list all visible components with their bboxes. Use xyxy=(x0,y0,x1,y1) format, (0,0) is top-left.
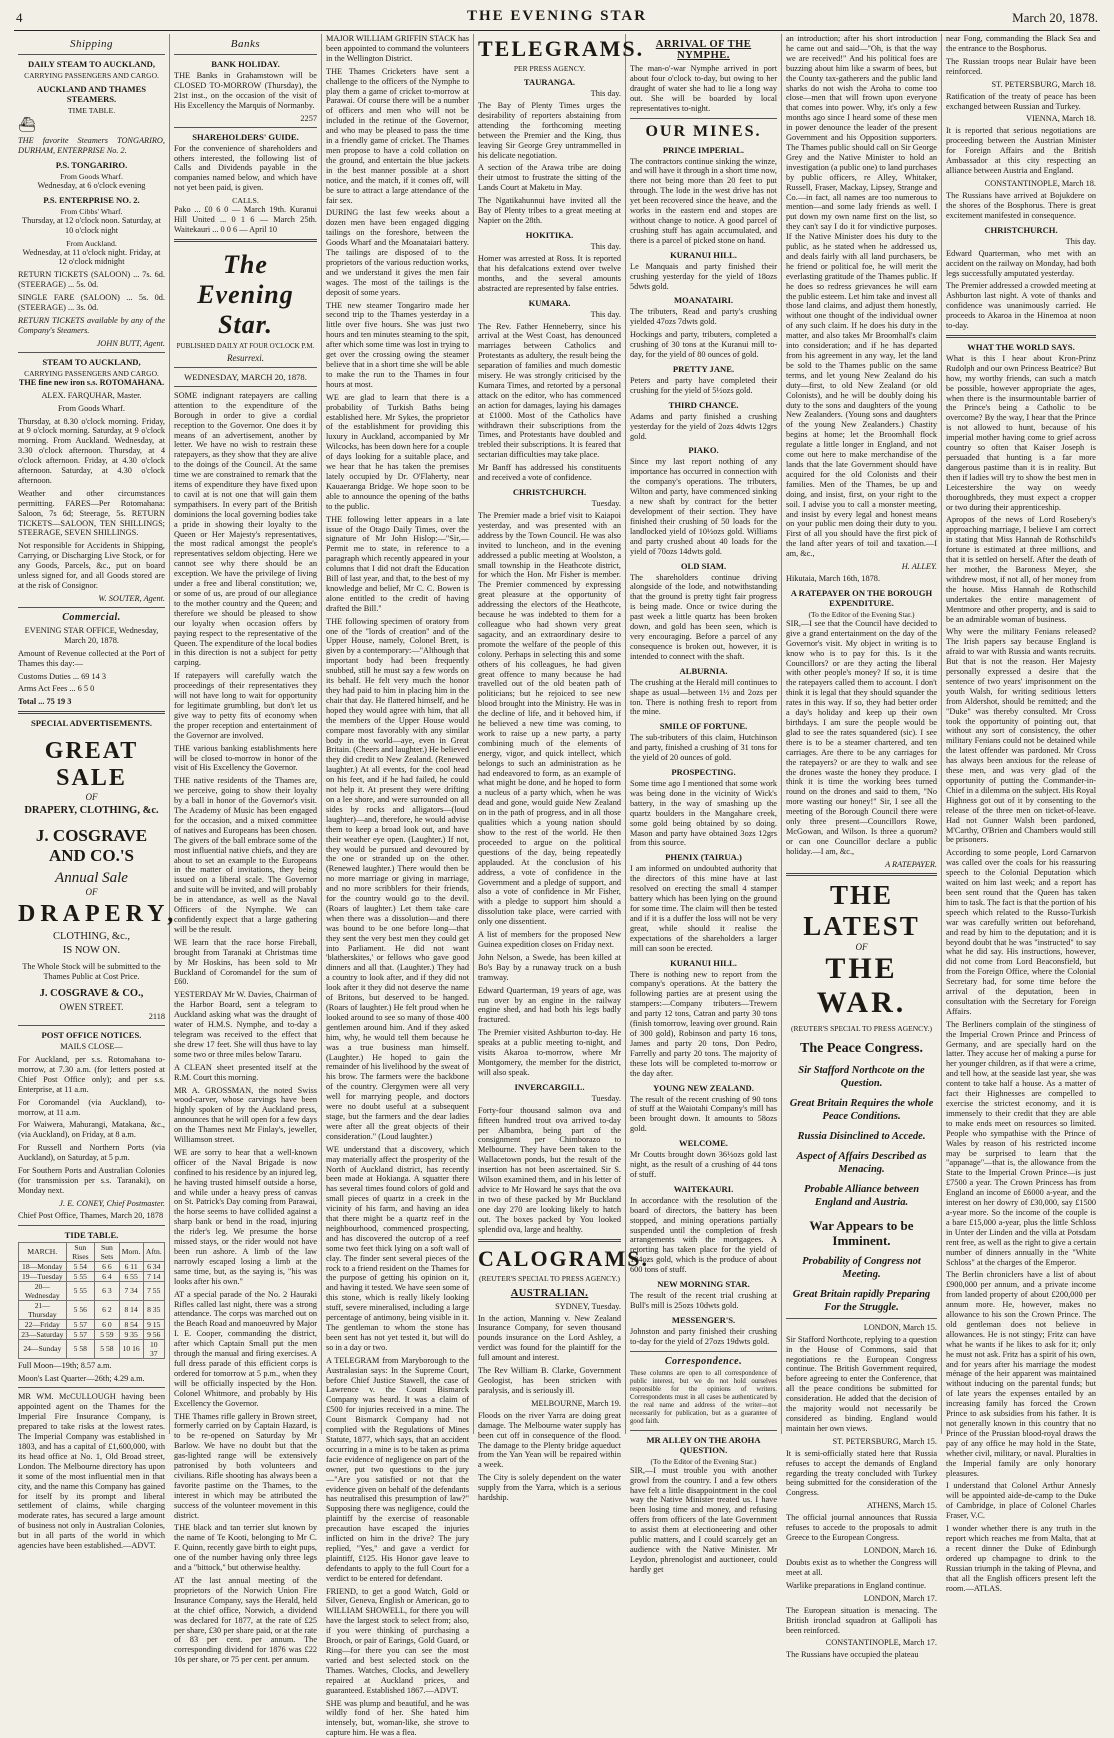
editorial-7: A CLEAN sheet presented itself at the R.M. Court this morning. xyxy=(174,1062,317,1082)
tide-cell: 5 54 xyxy=(66,1261,94,1271)
tauranga-text-3: The Ngatikahunnui have invited all the Bay of Plenty tribes to a great meeting at Napier on the 28th. xyxy=(478,196,621,225)
headline-russia: Russia Disinclined to Accede. xyxy=(797,1130,926,1142)
headline-peace-congress: The Peace Congress. xyxy=(800,1040,923,1056)
kuranui-text: Le Manquais and party finished their crushing yesterday for the yield of 18ozs 5dwts gold. xyxy=(630,261,777,291)
australian-title: AUSTRALIAN. xyxy=(510,1287,589,1299)
kuranui-2-text: There is nothing new to report from the company's operations. At the battery the following parties are at present using the stampers:—Company tributers—Trewern and party 12 tons, Catran and party 30 tons (finish tomorrow, leaving over ground. Rain of 300 gold), Robinson and party 16 tons, James and party 20 tons, Don Pedro, Farrelly and party 20 tons. The majority of these lots will be completed to-morrow or the day after. xyxy=(630,969,777,1078)
hokitika-day: This day. xyxy=(590,241,621,251)
editorial-1: SOME indignant ratepayers are calling attention to the expenditure of the Borough in order to give a cordial reception to the Governor. One does it by means of an advertisement, another by letter. We have no wish to restrain these ratepayers, as they show that they are alive to the doings of the Council. At the same time we are constrained to remark that the items of expenditure they have fixed upon to cavil at is not one that will gain them sympathisers. In every part of the British dominions the local governing bodies take a pride in showing their loyalty to the Queen or Her Majesty's representatives, the most radical amongst the people's representatives seldom objecting. Here we cannot see why there should be an exception. We have the privilege of living under a free and liberal constitution; we, or some of us, are proud of our allegiance to the mother country and the Queen; and therefore we should be pleased to show our loyalty when occasion offers by paying respect to the representative of the Queen. The expenditure of the local bodies in this direction is not a subject for petty carping. xyxy=(174,390,317,668)
ratepayer-editor: (To the Editor of the Evening Star.) xyxy=(808,609,915,619)
london-2-text: Doubts exist as to whether the Congress will meet at all. xyxy=(786,1558,937,1577)
world-says-1: What is this I hear about Kron-Prinz Rudolph and our own Princess Beatrice? But how, my worthy friends, can such a match be possible, however appropriate the ages, when there is the insurmountable barrier of the Prince's being a Catholic to be overcome? By the way, I hear that the Prince is not allowed to hunt, because of his imperial mother having come to grief across country so often that Kaiser Joseph is persuaded that hunting is a far more dangerous pastime than it is in reality. But then if ladies will try to show the best men in Leicestershire the way on weedy thoroughbreds, they must expect a cropper or two during their apprenticeship. xyxy=(946,353,1096,512)
mines-title: OUR MINES. xyxy=(645,122,762,140)
agent-1: JOHN BUTT, Agent. xyxy=(96,338,165,348)
tide-row xyxy=(19,1319,165,1329)
pretty-jane-text: Peters and party have completed their crushing for the yield of 5½ozs gold. xyxy=(630,375,777,395)
third-chance: THIRD CHANCE. xyxy=(668,399,739,410)
tide-cell: 8 35 xyxy=(143,1300,164,1319)
tide-cell: 7 55 xyxy=(143,1281,164,1300)
hokitika-text: Homer was arrested at Ross. It is reported that his defalcations extend over twelve months, and the several amounts abstracted are represented by false entries. xyxy=(478,253,621,293)
column-7 xyxy=(942,34,1100,1593)
of-1: OF xyxy=(85,792,98,803)
alburnia: ALBURNIA. xyxy=(679,665,728,676)
phenix: PHENIX (TAIRUA.) xyxy=(665,852,742,863)
editorial-13: AT the last annual meeting of the proprietors of the Norwich Union Fire Insurance Company, says the Herald, held at the chief office, Norwich, a dividend was declared for 1877, at the rate of £25 per share, £30 per share paid, or at the rate of 83 per cent. per annum. The corresponding dividend for 1876 was £22 10s per share, or 75 per cent. per annum. xyxy=(174,1576,317,1665)
single-fares: SINGLE FARE (SALOON) ... 5s. 0d. (STEERAGE) ... 3s. 0d. xyxy=(18,293,165,313)
from-auckland-text: Wednesday, at 11 o'clock night. Friday, at 12 o'clock midnight xyxy=(22,247,161,267)
kuranui-hill: KURANUI HILL. xyxy=(670,249,737,260)
column-5 xyxy=(626,34,782,1574)
column-2 xyxy=(170,34,322,1665)
welcome-text: Mr Coutts brought down 36½ozs gold last night, as the result of a crushing of 44 tons of stuff. xyxy=(630,1150,777,1179)
pretty-jane: PRETTY JANE. xyxy=(672,363,735,374)
ratepayer-text: SIR,—I see that the Council have decided to give a grand entertainment on the day of the Governor's visit. My object in writing is to know who is to pay for this. Is it the Councillors? or are they acting the liberal with other people's money? If so, it is time the ratepayers called them to account. I don't think it is legal that they should squander the rates in this way. If so, they had better order a day's holiday and keep up their own birthdays. I am sure the people would be glad to see the rates squandered (sic). I see there is to be a steamer chartered, and ten carriages. Are there to be any carriages for the ratepayers? or are they to walk and see the drones waste the honey they produce. I think it is time the working bees turned round on the drones and said to them, "No more wasting our honey!" Sir, I see all the meeting of the Borough Council there were only three present—Councillors Rowe, McGowan, and Wilson. Is three a quorum? or can one Councillor declare a public holiday.—I am, &c., xyxy=(786,618,937,856)
news-9: A TELEGRAM from Maryborough to the Australasian says: In the Supreme Court, before Chief Justice Stawell, the case of Lawrence v. the Count Bismarck Company was heard. It was a claim of £500 for injuries received in a mine. The Count Bismarck Company had not complied with the Regulations of Mines Statute, 1877, which says, that an accident occurring in a mine is to be taken as prima facie evidence of negligence on part of the owner, put two questions to the jury—"Are you satisfied or not that the evidence given on behalf of the defendants has neutralised this presumption of law?" Supposing there was negligence, could the plaintiff by the exercise of reasonable precaution have escaped the injuries inflicted on him in the drive? The jury replied, "Yes," and gave a verdict for plaintiff, £125. His Honor gave leave to defendants to apply to the full Court for a verdict to be entered for defendant. xyxy=(326,1355,469,1583)
phenix-text: I am informed on undoubted authority that the directors of this mine have at last resolved on erecting the small 4 stamper battery which has been lying on the ground for some time. The claim will then be tested and if it is a duffer the loss will not be very great, while should it realise the expectations of the shareholders a larger mill can soon be erected. xyxy=(630,864,777,953)
kumara-title: KUMARA. xyxy=(528,297,571,308)
news-3: DURING the last few weeks about a dozen men have been engaged digging tailings on the foreshore, between the Goods Wharf and the Moanataiari battery. The tailings are disposed of to the proprietors of the various reduction works, and we understand it gives the men fair wages. The most of the tailings is the deposit of some years. xyxy=(326,208,469,297)
steam1-sub: CARRYING PASSENGERS AND CARGO. xyxy=(24,71,159,80)
editorial-6: YESTERDAY Mr W. Davies, Chairman of the Harbor Board, sent a telegram to Auckland asking what was the draught of water of H.M.S. Nymphe, and to-day a telegram was received to the effect that she drew 17 feet. She will thus have to lay some two or three miles below Tararu. xyxy=(174,990,317,1059)
section-banks: Banks xyxy=(230,38,261,50)
alley-place: Hikutaia, March 16th, 1878. xyxy=(786,574,881,584)
shareholders-text: For the convenience of shareholders and others interested, the following list of Calls and Dividends payable in the companies named below, and which have not yet been paid, is given. xyxy=(174,143,317,193)
editorial-11: THE Thames rifle gallery in Brown street, formerly carried on by Captain Hazard, is to be re-opened on Saturday by Mr Barlow. We have no doubt but that the gas-lighted range will be extensively patronised by both volunteers and civilians. Rifle shooting has always been a favorite pastime on the Thames, to the interest in which may be attributed the success of the volunteer movement in this district. xyxy=(174,1411,317,1520)
alley-signature: H. ALLEY. xyxy=(901,562,937,572)
tide-cell: 6 3 xyxy=(95,1281,120,1300)
post-text-1: For Auckland, per s.s. Rotomahana to-morrow, at 7.30 a.m. (for letters posted at Chief Post Office only); and per s.s. Enterprise, at 11 a.m. xyxy=(18,1054,165,1094)
headline-congress-not-meeting: Probability of Congress not Meeting. xyxy=(802,1255,921,1280)
stpetersburg-2-text: Ratification of the treaty of peace has been exchanged between Russian and Turkey. xyxy=(946,91,1096,111)
reuters-special: (REUTER'S SPECIAL TO PRESS AGENCY.) xyxy=(791,1023,932,1033)
drapery-line: DRAPERY, CLOTHING, &c. xyxy=(24,805,159,817)
rotomahana-weather: Weather and other circumstances permitting. FARES—Per Rotomahana: Saloon, 7s 6d; Steerage, 5s. RETURN TICKETS—SALOON, TEN SHILLINGS; STEERAGE, SEVEN SHILLINGS. xyxy=(18,488,165,538)
editorial-12: THE black and tan terrier slut known by the name of Te Kooti, belonging to Mr C. F. Quinn, recently gave birth to eight pups, one of the number having only three legs and a "bittock," but otherwise healthy. xyxy=(174,1523,317,1573)
moanataiari-text: The tributers, Read and party's crushing yielded 47ozs 7dwts gold. xyxy=(630,307,777,327)
alley-text: SIR,—I must trouble you with another growl from the country. I and a few others have felt a little disappointment in the cool way the Native Minister treated us. I have been losing time and money, and refusing offers from officers of the late Government to assist them at electioneering and other public matters, and I could scarcely get an audience with the Native Minister. Mr Leydon, phrenologist and auctioneer, could hardly get xyxy=(630,1465,777,1574)
war-continued-2: The Russian troops near Bulair have been reinforced. xyxy=(946,56,1096,76)
correspondence-title: Correspondence. xyxy=(664,1355,743,1367)
news-5: WE are glad to learn that there is a probability of Turkish Baths being established here. Mr Sykes, the proprietor of the establishment for providing this luxury in Auckland, accompanied by Mr Wilcocks, has been down here for a couple of days looking for a suitable place, and we hear that he has taken the premises lately occupied by Dr. O'Flaherty, near Kauaeranga Bridge. We hope soon to be able to announce the opening of the baths to the public. xyxy=(326,392,469,511)
rotomahana-title: THE fine new iron s.s. ROTOMAHANA. xyxy=(18,377,165,387)
war-title: THE WAR. xyxy=(816,951,907,1019)
section-shipping: Shipping xyxy=(69,38,114,50)
hokitika-title: HOKITIKA. xyxy=(525,229,574,240)
fleet-text: THE favorite Steamers TONGARIRO, DURHAM, ENTERPRISE No. 2. xyxy=(18,136,165,155)
tide-cell: 5 55 xyxy=(66,1281,94,1300)
editorial-3: THE various banking establishments here will be closed to-morrow in honor of the visit of His Excellency the Governor. xyxy=(174,743,317,773)
news-10: FRIEND, to get a good Watch, Gold or Silver, Geneva, English or American, go to WILLIAM SHOWELL, for there you will have the largest stock to select from; also, if you were thinking of purchasing a Brooch, or pair of Earings, Gold Guard, or Ring—for there you can see the most varied and best selected stock on the Thames. Watches, Clocks, and Jewellery repaired at Auckland prices, and guaranteed. Established 1867.—ADVT. xyxy=(326,1586,469,1695)
editorial-date: WEDNESDAY, MARCH 20, 1878. xyxy=(184,371,307,382)
invercargill-day: Tuesday. xyxy=(591,1093,621,1103)
alley-continued: an introduction; after his short introduction he came out and said—"Oh, is that the way we are received!" And his political foes are buzzing about him like a swarm of bees, but the County tax-gatherers and the public land sharks do not wish the Aroha to come too close—men that will frown upon everyone that comes into power. Why, it's only a few months ago since I heard some of these men in power denounce the leader of the present Government and his Opposition supporters. The Thames public should call on Sir George Grey and the Native Minister to hold an investigation (a public one) to land purchases by public officers, re Alley, Whitaker, Russell, Fraser, Mackay, Lipsey, Strange and Co.—in fact, all names are too numerous to mention—and some lady friends as well. I put down my own name first on the list, so they can't say I do it for vindictive purposes. If the Native Minister does his duty to the public, as he stated when he addressed us, and deals fairly with all land purchasers, be he friend or political foe, he will merit the everlasting gratitude of the Thames public. If he does so redress grievances he will earn the public esteem. Let him take and invest all those land claims, and adjust them honestly, without one thought of the individual owner of any such claim. If he does his duty in the matter, and also takes Mr Broomhall's claim into consideration; and if he has departed from his agreement in any way, let the land be sold to the Thames public on the same terms, and let young New Zealand do his duty—first, to old New Zealand (or old Colonists), and he will be doubly doing his duty to the sons and daughters of the young New Zealanders. (Young sons and daughters of the young New Zealanders.) Chastity begins at home; let the Broomhall flock regulate a little longer in England, and not come out here to make merchandise of the lands that the late Government should have acquired for the old Colonists and their families. Men of the Thames, be up and doing, and insist, first, on your right to the soil. I advise you to call a monster meeting, and insist by every legal and honest means on your public men doing their duty to you. First of all you should have the first pick of the land after years of toil and taxation.—I am, &c., xyxy=(786,34,937,559)
christchurch-2-text-2: The Premier addressed a crowded meeting at Ashburton last night. A vote of thanks and confidence was unanimously carried. He proceeds to Akaroa in the Hinemoa at noon to-day. xyxy=(946,281,1096,331)
revenue-total: Total ... 75 19 3 xyxy=(18,697,72,707)
revenue-customs: Customs Duties ... 69 14 3 xyxy=(18,671,107,681)
ps1-title: P.S. TONGARIRO. xyxy=(55,159,128,170)
tide-cell: 24—Sunday xyxy=(19,1339,67,1358)
column-4 xyxy=(474,34,649,1503)
agent-2: W. SOUTER, Agent. xyxy=(98,593,165,603)
ratepayer-signature: A RATEPAYER. xyxy=(885,859,937,869)
mcculloch-ad: MR WM. McCULLOUGH having been appointed agent on the Thames for the Imperial Fire Insurance Company, is prepared to take risks at the lowest rates. The Imperial Company was established in 1803, and has a capital of £1,600,000, with its head office at No. 1, Old Broad street, London. The Melbourne directory has upon it some of the most influential men in that city, and the name this Company has gained for itself by its prompt and liberal settlement of claims, while charging moderate rates, has secured a large amount of business not only in Australian Colonies, but in all parts of the world in which agencies have been established.—ADVT. xyxy=(18,1392,165,1551)
war-of: OF xyxy=(855,941,868,952)
world-says-title: WHAT THE WORLD SAYS. xyxy=(967,341,1075,352)
tide-row xyxy=(19,1261,165,1271)
tide-cell: 8 14 xyxy=(119,1300,143,1319)
editorial-8: MR A. GROSSMAN, the noted Swiss wood-carver, whose carvings have been highly spoken of by the Auckland press, announces that he will open for a few days on the Thames next Mr Finlay's, jeweller, Williamson street. xyxy=(174,1085,317,1145)
war-continued: near Fong, commanding the Black Sea and the entrance to the Bosphorus. xyxy=(946,34,1096,53)
tide-cell: 5 59 xyxy=(95,1329,120,1339)
constantinople-1-date: CONSTANTINOPLE, March 17. xyxy=(825,1638,937,1648)
melbourne-text-2: The City is solely dependent on the water supply from the Yarra, which is a serious hardship. xyxy=(478,1473,621,1503)
alburnia-text: The crushing at the Herald mill continues to shape as usual—between 1½ and 2ozs per ton. There is nothing fresh to report from the mine. xyxy=(630,677,777,717)
stpetersburg-1-date: ST. PETERSBURG, March 15. xyxy=(832,1436,937,1446)
tide-cell: 21—Thursday xyxy=(19,1300,67,1319)
christchurch-2-text: Edward Quarterman, who met with an accident on the railway on Monday, had both legs successfully amputated yesterday. xyxy=(946,248,1096,278)
post-office-date: Chief Post Office, Thames, March 20, 1878 xyxy=(18,1210,164,1220)
of-2: OF xyxy=(85,887,98,898)
tide-cell: 5 57 xyxy=(66,1329,94,1339)
tide-cell: 5 58 xyxy=(95,1339,120,1358)
tide-cell: 6 34 xyxy=(143,1261,164,1271)
constantinople-1-text: The Russians have occupied the plateau xyxy=(786,1650,919,1660)
headline-war-imminent: War Appears to be Imminent. xyxy=(809,1217,914,1248)
christchurch-title: CHRISTCHURCH. xyxy=(512,487,587,497)
tide-row xyxy=(19,1339,165,1358)
world-says-6: The Berlin chroniclers have a list of about £900,000 per annum, and a private income from landed property of about £200,000 per annum more. He, however, makes no allowance to his son the Crown Prince. The old gentleman does not believe in allowances. He is not stingy; Fritz can have what he wants if he likes to ask for it; only he must not ask. Fritz has a spirit of his own, and for years after his marriage the modest ménage of the heir apparent was maintained without inducing on the parental funds; but of late years the expenses entailed by an increasing family has forced the Crown Prince to ask subsidies from his father. It is not generally known in this country that no Prince of the Prussian blood-royal draws the pay of any office he may hold in the State, whether civil, military, or naval. Pluralties in the Imperial family are only honorary pleasures. xyxy=(946,1270,1096,1478)
waitekauri: WAITEKAURI. xyxy=(673,1183,734,1194)
messengers: MESSENGER'S. xyxy=(671,1314,736,1325)
sydney-text-2: The Rev William B. Clarke, Government Geologist, has been stricken with paralysis, and is seriously ill. xyxy=(478,1366,621,1395)
headline-britain-requires: Great Britain Requires the whole Peace Conditions. xyxy=(789,1097,934,1122)
prospecting-text: Some time ago I mentioned that some work was being done in the vicinity of Wick's battery, in the way of smashing up the quartz boulders in the Mangahare creek, some gold being obtained by so doing. Mason and party have obtained 3ozs 12grs from this source. xyxy=(630,779,777,848)
tide-cell: 9 35 xyxy=(119,1329,143,1339)
rotomahana-master: ALEX. FARQUHAR, Master. xyxy=(41,390,142,400)
prince-imperial: PRINCE IMPERIAL. xyxy=(662,144,745,155)
london-1-date: LONDON, March 15. xyxy=(863,1322,937,1332)
editorial-2: If ratepayers will carefully watch the proceedings of their representatives they will not have long to wait for opportunity for legitimate grumbling, but don't let us give way to petty fits of economy when the proper reception and entertainment of the Governor are involved. xyxy=(174,671,317,740)
page-number: 4 xyxy=(16,10,23,25)
post-text-4: For Russell and Northern Ports (via Auckland), on Saturday, at 5 p.m. xyxy=(18,1143,165,1163)
sydney-text: In the action, Manning v. New Zealand Insurance Company, for seven thousand pounds insurance on the Lord Ashley, a verdict was found for the plaintiff for the full amount and interest. xyxy=(478,1313,621,1363)
reuters-note: (REUTER'S SPECIAL TO PRESS AGENCY.) xyxy=(479,1273,620,1283)
tide-cell: 5 57 xyxy=(66,1319,94,1329)
ps2-text: Thursday, at 12 o'clock noon. Saturday, at 10 o'clock night xyxy=(22,215,161,235)
per-press-agency: PER PRESS AGENCY. xyxy=(513,64,586,73)
young-nz: YOUNG NEW ZEALAND. xyxy=(653,1082,754,1093)
moanataiari-text-2: Hockings and party, tributers, completed a crushing of 30 tons at the Kuranui mill to-day, for the yield of 80 ounces of gold. xyxy=(630,330,777,360)
headline-northcote: Sir Stafford Northcote on the Question. xyxy=(798,1064,925,1089)
christchurch-text-2: A list of members for the proposed New Guinea expedition closes on Friday next. xyxy=(478,930,621,949)
arrival-title: ARRIVAL OF THE NYMPHE. xyxy=(655,39,752,61)
prospecting: PROSPECTING. xyxy=(671,767,736,778)
piako: PIAKO. xyxy=(688,445,719,456)
piako-text: Since my last report nothing of any importance has occurred in connection with the company's operations. The tributers, Wilton and party, have commenced sinking a new shaft by contract for the better development of their section. They have finished their crushing of 50 loads for the landlocked yield of 10½ozs gold. Williams and party crushed about 40 loads for the yield of 70ozs 14dwts gold. xyxy=(630,457,777,556)
column-3 xyxy=(322,34,474,1738)
tide-cell: 18—Monday xyxy=(19,1261,67,1271)
world-says-2: Apropos of the news of Lord Rosebery's approaching marriage, I believe I am correct in stating that Miss Hannah de Rothschild's fortune is estimated at three millions, and that it is settled on herself. After the death of her mother, the Baroness Meyer, she withdrew most, if not all, of her money from the house. Miss Hannah de Rothschild undertakes the entire management of Mentmore and other property, and is said to be an admirable woman of business. xyxy=(946,515,1096,624)
alley-editor: (To the Editor of the Evening Star.) xyxy=(650,1456,757,1466)
rotomahana-text: Thursday, at 8.30 o'clock morning. Friday, at 9 o'clock morning. Saturday, at 9 o'clock morning. From Auckland. Wednesday, at 3.30 o'clock afternoon. Thursday, at 4 o'clock afternoon. Friday, at 4.30 o'clock afternoon. Saturday, at 4.30 o'clock afternoon. xyxy=(18,416,165,485)
moanataiari: MOANATAIRI. xyxy=(673,295,734,306)
tide-cell: 7 14 xyxy=(143,1271,164,1281)
editorial-9: WE are sorry to hear that a well-known officer of the Naval Brigade is now confined to his residence by an injured leg, he having trusted himself outside a horse, and while under a heavy press of canvas on St. Patrick's Day coming from Parawai, the horse seems to have collided against a sharp bank or bend in the road, injuring the rider's leg. We presume the horse missed stays, or the rider would not have been run ashore. A limb of the law narrowly escaped losing a limb at the same time, but, as the saying is, "his was looks after his own." xyxy=(174,1147,317,1286)
stpetersburg-1-text: It is semi-officially stated here that Russia refuses to accept the demands of England regarding the treaty concluded with Turkey being submitted for the consideration of the Congress. xyxy=(786,1448,937,1498)
post-office-title: POST OFFICE NOTICES. xyxy=(41,1030,142,1041)
fares-note: RETURN TICKETS available by any of the Company's Steamers. xyxy=(18,315,165,335)
london-3-date: LONDON, March 17. xyxy=(863,1593,937,1603)
masthead xyxy=(14,6,1100,31)
correspondence-note: These columns are open to all correspondence of public interest, but we do not hold ourselves responsible for the opinions of writers. Correspondents must in all cases be authenticated by the real name and address of the writer—not necessarily for publication, but as a guarantee of good faith. xyxy=(630,1369,777,1425)
paper-title: The Evening Star. xyxy=(197,249,294,339)
headline-menacing: Aspect of Affairs Described as Menacing. xyxy=(796,1150,927,1175)
tide-row xyxy=(19,1271,165,1281)
tide-header: Aftn. xyxy=(143,1242,164,1261)
annual-sale: Annual Sale xyxy=(55,870,128,887)
tauranga-title: TAURANGA. xyxy=(523,77,576,87)
tide-header: Morn. xyxy=(119,1242,143,1261)
special-ads-title: SPECIAL ADVERTISEMENTS. xyxy=(31,718,152,729)
kumara-text: The Rev. Father Henneberry, since his arrival at the West Coast, has denounced marriages between Catholics and Protestants as adultery, the result being the separation of families and much domestic misery. He was strongly criticised by the Kumara Times, and retorted by a personal attack on the editor, who has commenced an action for damages, laying his damages at £1000. Most of the Catholics have withdrawn their subscriptions from the Times, and Protestants have doubled and trebled their subscriptions. It is feared that sectarian difficulties may take place. xyxy=(478,321,621,460)
tide-cell: 22—Friday xyxy=(19,1319,67,1329)
tide-cell: 10 16 xyxy=(119,1339,143,1358)
column-6 xyxy=(782,34,942,1660)
return-fares: RETURN TICKETS (SALOON) ... 7s. 6d. (STEERAGE) ... 5s. 0d. xyxy=(18,270,165,290)
editorial-5: WE learn that the race horse Fireball, brought from Taranaki at Christmas time by Mr Hoskins, has been sold to Mr Buckland of Coromandel for the sum of £60. xyxy=(174,937,317,987)
shareholders-rows: Pako ... £0 6 0 — March 19th. Kuranui Hill United ... 0 1 6 — March 25th. Waitekauri ... 0 0 6 — April 10 xyxy=(174,205,317,234)
smile-text: The sub-tributers of this claim, Hutchinson and party, finished a crushing of 31 tons for the yield of 20 ounces of gold. xyxy=(630,733,777,763)
arrival-text: The man-o'-war Nymphe arrived in port about four o'clock to-day, but owing to her draught of water she had to lie a long way out. She will be boarded by local representatives to-night. xyxy=(630,64,777,113)
christchurch-text: The Premier made a brief visit to Kaiapoi yesterday, and was presented with an address by the Town Council. He was also invited to luncheon, and in the evening addressed a public meeting at Woolston, a small township in the Heathcote district, for which the Hon. Mr Fisher is member. The Premier commenced by expressing great pleasure at the opportunity of addressing the electors of the Heathcote, because he was indebted to them for a colleague who had shown very great sagacity, and an extraordinary desire to promote the welfare of the people of this colony. Perhaps in selecting this and some others of his colleagues, he had given great offence to many because he had travelled out of the old beaten path of politicians; but he rejoiced to see new blood brought into the Ministry. He was in the decline of life, and it behoved him, if he believed a new time was coming, to work to raise up a new party, a party combining much of the elements of energy, vigor, and quick intellect, which belongs to such an administration as he had endeavored to form, as an example of what might be done, and he hoped to form a nucleus of a party which, when he was dead and gone, would guide New Zealand on in the path of progress, and in all those qualities which a young nation should show to the rest of the world. He then proceeded to argue on the political questions of the day, being repeatedly applauded. At the conclusion of his address, a vote of confidence in the Government and a pledge of support, and also a vote of confidence in Mr Fisher, with a pledge to support him should a dissolution take place, were carried with only one dissentient. xyxy=(478,511,621,927)
sydney-date: SYDNEY, Tuesday. xyxy=(555,1301,621,1311)
latest-title: THE LATEST xyxy=(803,879,920,941)
tide-cell: 9 56 xyxy=(143,1329,164,1339)
tide-cell: 6 2 xyxy=(95,1300,120,1319)
london-3-text: The European situation is menacing. The British ironclad squadron at Gallipoli has been reinforced. xyxy=(786,1605,937,1635)
tide-cell: 8 54 xyxy=(119,1319,143,1329)
bank-holiday-title: BANK HOLIDAY. xyxy=(211,59,280,69)
new-morning-star-text: The result of the recent trial crushing at Bull's mill is 25ozs 10dwts gold. xyxy=(630,1291,777,1310)
tide-title: TIDE TABLE. xyxy=(64,1229,119,1240)
vienna-text: It is reported that serious negotiations are proceeding between the Austrian Minister for Foreign Affairs and the British Ambassador at this city respecting an alliance between Austria and England. xyxy=(946,126,1096,176)
christchurch-text-3: John Nelson, a Swede, has been killed at Bo's Bay by a runaway truck on a bush tramway. xyxy=(478,952,621,982)
news-4: THE new steamer Tongariro made her second trip to the Thames yesterday in a little over five hours. She was just two hours and ten minutes steaming to the spit, after which some time was lost in trying to get over the crossing owing the steamer believe that in a short time she will be able to make the run to the Thames in four hours at most. xyxy=(326,300,469,389)
steam1-route: AUCKLAND AND THAMES STEAMERS. xyxy=(36,84,147,104)
rotomahana-notice: Not responsible for Accidents in Shipping, Carrying, or Discharging Live Stock, or for any Goods, Parcels, &c., put on board unless signed for, and all Goods stored are at the risk of Consignor. xyxy=(18,541,165,590)
bank-holiday-no: 2257 xyxy=(300,113,317,123)
from-auckland: From Auckland. xyxy=(66,238,117,248)
calograms-title: CALOGRAMS. xyxy=(478,1245,649,1271)
tide-cell: 5 55 xyxy=(66,1271,94,1281)
revenue-arms: Arms Act Fees ... 6 5 0 xyxy=(18,684,95,694)
ratepayer-title: A RATEPAYER ON THE BOROUGH EXPENDITURE. xyxy=(790,587,933,608)
london-2-text-2: Warlike preparations in England continue. xyxy=(786,1580,927,1590)
clothing-line: CLOTHING, &c., xyxy=(53,931,130,943)
tauranga-text: The Bay of Plenty Times urges the desirability of reporters abstaining from attending the forthcoming meeting between the Premier and the King, thus leaving Sir George Grey untrammelled in his delicate negotiation. xyxy=(478,101,621,160)
tide-header: Sun Rises xyxy=(66,1242,94,1261)
tide-cell: 6 0 xyxy=(95,1319,120,1329)
tide-cell: 5 58 xyxy=(66,1339,94,1358)
post-text-5: For Southern Ports and Australian Colonies (for transmission per s.s. Taranaki), on Monday next. xyxy=(18,1166,165,1195)
headline-alliance: Probable Alliance between England and Austria. xyxy=(803,1183,920,1208)
post-text-2: For Coromandel (via Auckland), to-morrow, at 11 a.m. xyxy=(18,1097,165,1117)
news-1: MAJOR WILLIAM GRIFFIN STACK has been appointed to command the volunteers in the Wellington District. xyxy=(326,34,469,63)
constantinople-2-date: CONSTANTINOPLE, March 18. xyxy=(984,178,1096,188)
is-now-on: IS NOW ON. xyxy=(62,945,121,957)
christchurch-2-day: This day. xyxy=(1065,236,1096,246)
mails-close: MAILS CLOSE— xyxy=(60,1042,123,1052)
steam1-title: DAILY STEAM TO AUCKLAND, xyxy=(27,59,156,69)
london-2-date: LONDON, March 16. xyxy=(863,1546,937,1555)
ps1-from: From Goods Wharf. xyxy=(60,171,123,181)
news-7: THE following specimen of oratory from one of the "lords of creation" and of the Upper House, namely, Colonel Brett, is given by a contemporary:—"Although that important body had been frequently snubbed, still he must say a few words on its behalf. He felt very much the honor they had paid to him in placing him in the chair that day. He flattered himself, and he hoped they would agree with him, that all the members of the Upper House would compare most favorably with any similar body in the world—aye, even in Great Britain. (Cheers and laughter.) He believed they did credit to New Zealand. (Renewed laughter.) At all events, for the cool head on his feet, and if he had failed, he could not help it. At present they were drifting on a lee shore, and were surrounded on all sides by rocks and alligators—(loud laughter)—and, therefore, he would advise them to keep a broad look out, and have their weather eye open. (Laughter.) If not, they would be pursued and devoured by the one or stranded up on the other. (Renewed laughter.) There would then be no more marriage or giving in marriage, and no more scribblers for their friends, for the country would go to the devil. (Roars of laughter.) Let them take care when there was a dissolution—and there was bound to be one before long—that they sent the very best men they could get into Parliament. He did not want 'blatherskites,' or fellows who gave good dinners and all that. (Laughter.) They had a country to look after, and if they did not look after it they did not deserve the name of Britons, but deserved to be hanged. (Roars of laughter.) He felt proud when he looked around to see so many of those 400 gentlemen around him. And if they asked him, why, he would tell them because he was a true business man himself. (Laughter.) He hoped to gain the remainder of his livelihood by the sweat of his brow. The farmers were the backbone of the country. Clergymen were all very well for marrying people, and doctors were no doubt useful at a subsequent stage, but the farmers and the dear ladies were after all the great objects of their consideration." (Loud laughter.) xyxy=(326,616,469,1141)
steam2-sub: CARRYING PASSENGERS AND CARGO. xyxy=(24,368,159,378)
editorial-10: AT a special parade of the No. 2 Hauraki Rifles called last night, there was a strong attendance. The corps was marched out on the Beach Road and manoeuvred by Major I. E. Cooper, commanding the district, after which Captain Small put the men through the manual and firing exercises. A full dress parade of this efficient corps is ordered for tomorrow at 5 p.m., when they will be officially inspected by the Hon. Colonel Whitmore, and probably by His Excellency the Governor. xyxy=(174,1289,317,1408)
world-says-5: The Berliners complain of the stinginess of the Imperial Crown Prince and Princess of Germany, and are specially hard on the latter. They accuse her of making a purse for her younger children, as if that were a crime, and tell how, at the seaside last year, she was content to take half a house. As a matter of fact their Highnesses are compelled to exercise the strictest economy, and it is immensely to their credit that they are able to make ends meet on resources so limited. People who sympathise with the Prince of Wales by reason of his restricted income may be surprised to learn that the "appanage"—that is, the allowance from the State to the Imperial Crown Prince—is just £7500 a year. The Crown Princess has from England an income of £6000 a-year, and the interest on her dowry of £30,000, say £1500 a-year more. So the income of the couple is a bare £15,000 a-year, plus the little Schloss in Unter der Linden and the villa at Potsdam rent free, as well as the right to give a certain number of dinners annually in the "White Schloss" at the charges of the Emperor. xyxy=(946,1019,1096,1267)
tide-cell: 19—Tuesday xyxy=(19,1271,67,1281)
tide-header-row xyxy=(19,1242,165,1261)
published-line: PUBLISHED DAILY AT FOUR O'CLOCK P.M. xyxy=(176,341,315,350)
section-commercial: Commercial. xyxy=(62,611,121,623)
commercial-office: EVENING STAR OFFICE, Wednesday, March 20, 1878. xyxy=(24,625,159,645)
kuranui-hill-2: KURANUI HILL. xyxy=(670,957,737,968)
ps1-text: Wednesday, at 6 o'clock evening xyxy=(37,180,146,190)
tide-cell: 6 11 xyxy=(119,1261,143,1271)
invercargill-text: Forty-four thousand salmon ova and fifteen hundred trout ova arrived to-day per Albambra, being part of the consignment per Chimborazo to Melbourne. They have been taken to the Wallacetown ponds, but the result of the insertion has not been ascertained. Sir S. Wilson examined them, and in his letter of advice to Mr Howard he says that the ova in two of these packed by Mr Buckland one day 270 are looking likely to hatch out. The boxes packed by You looked splendid ova, large and healthy. xyxy=(478,1105,621,1234)
old-siam: OLD SIAM. xyxy=(680,560,727,571)
timetable-label: TIME TABLE. xyxy=(67,106,116,115)
athens-text: The official journal announces that Russia refuses to accede to the proposals to admit Greece to the European Congress. xyxy=(786,1513,937,1543)
tide-header: Sun Sets xyxy=(95,1242,120,1261)
post-text-3: For Waiwera, Mahurangi, Matakana, &c., (via Auckland), on Friday, at 8 a.m. xyxy=(18,1120,165,1140)
news-6: THE following letter appears in a late issue of the Otago Daily Times, over the signature of Mr John Hislop:—"Sir,—Permit me to state, in reference to a paragraph which recently appeared in your columns that I did not draft the Education Bill of last year, and that, to the best of my knowledge and belief, Mr C. C. Bowen is alone entitled to the credit of having drafted the Bill." xyxy=(326,514,469,613)
ps2-title: P.S. ENTERPRISE NO. 2. xyxy=(43,194,140,205)
athens-date: ATHENS, March 15. xyxy=(866,1501,937,1511)
tauranga-day: This day. xyxy=(590,89,621,98)
editorial-4: THE native residents of the Thames are, we perceive, going to show their loyalty by a ball in honor of the Governor's visit. The Academy of Music has been engaged for the occasion, and a mixed committee of natives and Europeans has been chosen. The givers of the ball embrace some of the most influential native chiefs, and they are about to set an example to the Europeans in the matter of invitations, they being issued on a liberal scale. The Governor and suite will be invited, and will probably be in attendance, as well as the Naval Officers of the Nymphe. We can confidently expect that a large gathering will be the result. xyxy=(174,776,317,934)
christchurch-text-5: The Premier visited Ashburton to-day. He speaks at a public meeting to-night, and visits Akaroa to-morrow, where Mr Montgomery, the member for the district, will also speak. xyxy=(478,1028,621,1077)
drapery-big: DRAPERY, xyxy=(18,901,179,928)
melbourne-date: MELBOURNE, March 19. xyxy=(531,1398,621,1408)
motto: Resurrexi. xyxy=(227,352,264,363)
smile-of-fortune: SMILE OF FORTUNE. xyxy=(659,721,748,732)
news-11: SHE was plump and beautiful, and he was wildly fond of her. She hated him intensely, but, woman-like, she strove to capture him. He was a flea. xyxy=(326,1698,469,1738)
bank-holiday-text: THE Banks in Grahamstown will be CLOSED TO-MORROW (Thursday), the 21st inst., on the occasion of the visit of His Excellency the Marquis of Normanby. xyxy=(174,71,317,110)
melbourne-text: Floods on the river Yarra are doing great damage. The Melbourne water supply has been cut off in consequence of the flood. The damage to the Plenty bridge aqueduct from the Yan Yean will be repaired within a week. xyxy=(478,1410,621,1470)
invercargill-title: INVERCARGILL. xyxy=(514,1081,585,1092)
tide-cell: 7 34 xyxy=(119,1281,143,1300)
prince-text: The contractors continue sinking the winze, and will have it through in a short time now, there not being more than 20 feet to put through. The lode in the west drive has not yet been recovered since the heave, and the works in the eastern end and stopes are without change to notice. A good parcel of crushing stuff has again accumulated, and there is a parcel of picked stone on hand. xyxy=(630,156,777,245)
third-chance-text: Adams and party finished a crushing yesterday for the yield of 2ozs 4dwts 12grs gold. xyxy=(630,411,777,441)
tide-cell: 5 56 xyxy=(66,1300,94,1319)
old-siam-text: The shareholders continue driving alongside of the lode, and notwithstanding that the ground is pretty tight fair progress is being made. Once or twice during the past week a little quartz has been broken down, and gold has been seen, which is very encouraging. Before a parcel of any consequence is broken out, however, it is intended to connect with the shaft. xyxy=(630,572,777,661)
stock-note: The Whole Stock will be submitted to the Thames Public at Cost Price. xyxy=(22,962,161,982)
shareholders-guide: SHAREHOLDERS' GUIDE. xyxy=(192,131,299,142)
world-says-8: I wonder whether there is any truth in the report which reaches me from Malta, that at a recent dinner the Duke of Edinburgh ordered up champagne to drink to the Russian triumph in the taking of Plevna, and that all the English officers present left the room.—ATLAS. xyxy=(946,1524,1096,1593)
news-8: WE understand that a discovery, which may materially affect the prosperity of the North of Auckland district, has recently been made at Hokianga. A squatter there has several times found colors of gold and small pieces of quartz in a creek in the vicinity of his farm, and having an idea that there might be a quartz reef in the neighbourhood, commenced prospecting, and has discovered the outcrop of a reef some two feet thick lying on a soft wall of clay. The finder sent several pieces of the rock to a friend resident on the Thames for the purpose of getting his opinion on it, and having it tested. We have seen some of this stone, which is really likely looking stuff, severe mineralised, including a large percentage of antimony, being visible in it. The gentleman to whom the stone has been sent has not yet tested it, but will do so in a day or two. xyxy=(326,1144,469,1352)
stpetersburg-2-date: ST. PETERSBURG, March 18. xyxy=(991,79,1096,89)
welcome: WELCOME. xyxy=(679,1138,728,1149)
kumara-day: This day. xyxy=(590,309,621,319)
telegrams-title: TELEGRAMS. xyxy=(478,36,645,61)
firm-name: J. COSGRAVE & CO., xyxy=(39,988,144,1000)
tide-cell: 20—Wednesday xyxy=(19,1281,67,1300)
ps2-from: From Cibbs' Wharf. xyxy=(60,206,123,216)
messengers-text: Johnston and party finished their crushing to-day for the yield of 27ozs 19dwts gold. xyxy=(630,1326,777,1346)
alley-title: MR ALLEY ON THE AROHA QUESTION. xyxy=(646,1434,761,1455)
steamer-icon: ⛴ xyxy=(18,118,36,133)
masthead-title: THE EVENING STAR xyxy=(466,8,648,24)
christchurch-text-4: Edward Quarterman, 19 years of age, was run over by an engine in the railway engine shed, and had both his legs badly fractured. xyxy=(478,985,621,1025)
full-moon: Full Moon—19th; 8.57 a.m. xyxy=(18,1360,112,1370)
column-1 xyxy=(14,34,179,1551)
tide-header: MARCH. xyxy=(19,1242,67,1261)
tauranga-text-2: A section of the Arawa tribe are doing their utmost to frustrate the sitting of the Lands Court at Maketu in May. xyxy=(478,163,621,193)
cosgrave-name: J. COSGRAVE AND CO.'S xyxy=(35,826,148,866)
constantinople-2-text: The Russians have arrived at Bojukdere on the shores of the Bosphorus. There is great excitement manifested in consequence. xyxy=(946,190,1096,220)
vienna-date: VIENNA, March 18. xyxy=(1025,114,1096,124)
postmaster: J. E. CONEY, Chief Postmaster. xyxy=(59,1198,165,1208)
masthead-date: March 20, 1878. xyxy=(1012,10,1098,25)
world-says-4: According to some people, Lord Carnarvon was called over the coals for his reassuring speech to the Colonial Deputation which waited on him last week; and a report has been sent round that the Queen has taken him to task. The fact is that the portion of his speech which related to the Russo-Turkish war was carefully written out beforehand, and read by him to the deputation; and it is beyond doubt that he was "instructed" to say what he did say. His instructions, however, did not come from Lord Beaconsfield, but from the Foreign Office, where the Colonial Secretary had, for some time before the arrival of the deputation, been in consultation with the Secretary for Foreign Affairs. xyxy=(946,848,1096,1016)
news-2: THE Thames Cricketers have sent a challenge to the officers of the Nymphe to play them a game of cricket to-morrow at Parawai. Of course there will be a number of officers and men who will not be included in the retinue of the Governor, and who may be pleased to pass the time in a friendly game of cricket. The Thames men propose to have a cold collation on the ground, and entertain the blue jackets in the best manner possible at a short notice, and the match, if it comes off, will be sure to attract a large attendance of the fair sex. xyxy=(326,66,469,205)
tide-cell: 6 55 xyxy=(119,1271,143,1281)
tide-row xyxy=(19,1300,165,1319)
tide-cell: 6 4 xyxy=(95,1271,120,1281)
ad-number: 2118 xyxy=(148,1012,165,1022)
steam2-title: STEAM TO AUCKLAND, xyxy=(42,356,141,367)
christchurch-2-title: CHRISTCHURCH. xyxy=(984,224,1058,235)
christchurch-day: Tuesday. xyxy=(591,499,621,508)
tide-row xyxy=(19,1329,165,1339)
rotomahana-from: From Goods Wharf. xyxy=(58,403,125,413)
waitekauri-text: In accordance with the resolution of the board of directors, the battery has been stopped, and mining operations partially suspended until the completion of fresh arrangements with the mortgagees. A retorting has taken place for the yield of 184ozs gold, which is the produce of about 600 tons of stuff. xyxy=(630,1195,777,1275)
world-says-3: Why were the military Fenians released? The Irish papers say because England is afraid to war with Russia and wants recruits. But that is not the reason. Her Majesty personally expressed a desire that the sentence of two years' imprisonment on the youth Walsh, for writing seditious letters from Aldershot, should be remitted; and the "Duke" was thereby consulted. Mr Cross took the opportunity of pointing out, that without any sort of consistency, the other military Fenians could not be detained while the latest offender was pardoned. Mr Cross has always been anxious for the release of these men, and was very glad of the opportunity of putting the Commander-in-Chief in a dilemma on the subject. His Royal Highness got out of it by consenting to the release of the three men on ticket-of-leave. Had not Gunner Walsh been pardoned, M'Carthy, O'Brien and Chambers would still be prisoners. xyxy=(946,627,1096,845)
calls-label: CALLS. xyxy=(232,196,259,206)
tide-cell: 9 15 xyxy=(143,1319,164,1329)
london-1-text: Sir Stafford Northcote, replying to a question in the House of Commons, said that negotiations re the European Congress continue. The British Government required, before agreeing to enter the Conference, that all the peace conditions be submitted for consideration. He added that the decision of the majority would not necessarily be considered as binding. England would maintain her own views. xyxy=(786,1334,937,1433)
tide-table xyxy=(18,1242,165,1359)
great-sale: GREAT SALE xyxy=(44,738,139,792)
last-quarter: Moon's Last Quarter—26th; 4.29 a.m. xyxy=(18,1373,145,1383)
kumara-text-2: Mr Banff has addressed his constituents and received a vote of confidence. xyxy=(478,463,621,483)
tide-cell: 10 37 xyxy=(143,1339,164,1358)
new-morning-star: NEW MORNING STAR. xyxy=(657,1279,750,1290)
tide-cell: 6 6 xyxy=(95,1261,120,1271)
headline-britain-preparing: Great Britain rapidly Preparing For the Struggle. xyxy=(792,1288,931,1313)
tide-row xyxy=(19,1281,165,1300)
commercial-text: Amount of Revenue collected at the Port of Thames this day:— xyxy=(18,648,165,668)
world-says-7: I understand that Colonel Arthur Annesly will be appointed aide-de-camp to the Duke of Cambridge, in place of Colonel Charles Fraser, V.C. xyxy=(946,1481,1096,1521)
tide-cell: 23—Saturday xyxy=(19,1329,67,1339)
firm-street: OWEN STREET. xyxy=(59,1002,124,1013)
young-nz-text: The result of the recent crushing of 90 tons of stuff at the Waiotahi Company's mill has been brought down. It amounts to 58ozs gold. xyxy=(630,1094,777,1134)
